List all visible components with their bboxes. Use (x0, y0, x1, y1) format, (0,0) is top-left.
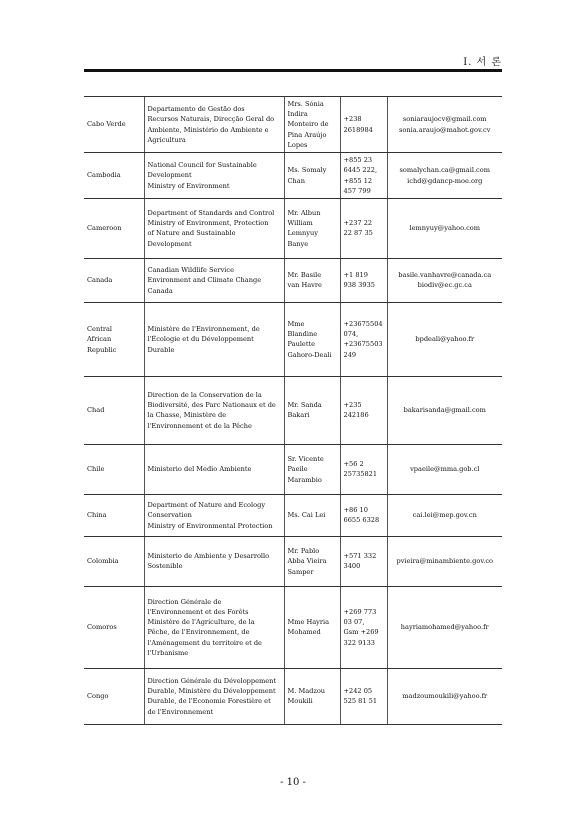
phone-cell: +238 2618984 (340, 97, 387, 153)
table-row (84, 668, 502, 724)
phone-cell: +235 242186 (340, 376, 387, 444)
table-row (84, 198, 502, 258)
country-cell: Cameroon (84, 198, 144, 258)
phone-cell: +237 22 22 87 35 (340, 198, 387, 258)
contacts-table (84, 96, 502, 725)
organization-cell: Direction Générale de l'Environnement et des Forêts Ministère de l'Agriculture, de la Pêche, de l'Environnement, de l'Aménagement du territoire et de l'Urbanisme (144, 586, 284, 668)
phone-cell: +242 05 525 81 51 (340, 668, 387, 724)
country-cell: Colombia (84, 536, 144, 586)
organization-cell: Departamento de Gestão dos Recursos Naturais, Direcção Geral do Ambiente, Ministério do Ambiente e Agricultura (144, 97, 284, 153)
contact-name-cell: Ms. Somaly Chan (284, 153, 340, 199)
table-row (84, 97, 502, 153)
contact-name-cell: Mr. Sanda Bakari (284, 376, 340, 444)
email-cell: cai.lei@mep.gov.cn (387, 494, 502, 536)
contact-name-cell: Ms. Cai Lei (284, 494, 340, 536)
table-row (84, 302, 502, 376)
country-cell: Central African Republic (84, 302, 144, 376)
contact-name-cell: M. Madzou Moukili (284, 668, 340, 724)
email-cell: lemnyuy@yahoo.com (387, 198, 502, 258)
country-cell: Chile (84, 444, 144, 494)
section-header: I. 서 론 (463, 57, 502, 68)
organization-cell: National Council for Sustainable Development Ministry of Environment (144, 153, 284, 199)
organization-cell: Direction Générale du Développement Durable, Ministère du Développement Durable, de l'Economie Forestière et de l'Environnement (144, 668, 284, 724)
phone-cell: +56 2 25735821 (340, 444, 387, 494)
email-cell: vpaeile@mma.gob.cl (387, 444, 502, 494)
phone-cell: +86 10 6655 6328 (340, 494, 387, 536)
organization-cell: Ministère de l'Environnement, de l'Écologie et du Développement Durable (144, 302, 284, 376)
email-cell: madzoumoukili@yahoo.fr (387, 668, 502, 724)
table-row (84, 376, 502, 444)
table-row (84, 258, 502, 302)
country-cell: China (84, 494, 144, 536)
contact-name-cell: Mr. Albun William Lemnyuy Banye (284, 198, 340, 258)
country-cell: Chad (84, 376, 144, 444)
country-cell: Canada (84, 258, 144, 302)
country-cell: Cabo Verde (84, 97, 144, 153)
organization-cell: Canadian Wildlife Service Environment and Climate Change Canada (144, 258, 284, 302)
organization-cell: Department of Standards and Control Ministry of Environment, Protection of Nature and Sustainable Development (144, 198, 284, 258)
email-cell: bakarisanda@gmail.com (387, 376, 502, 444)
country-cell: Comoros (84, 586, 144, 668)
contact-name-cell: Mr. Pablo Abba Vieira Samper (284, 536, 340, 586)
table-row (84, 444, 502, 494)
organization-cell: Ministerio del Medio Ambiente (144, 444, 284, 494)
phone-cell: +23675504 074, +23675503 249 (340, 302, 387, 376)
contact-name-cell: Sr. Vicente Paeile Marambio (284, 444, 340, 494)
phone-cell: +571 332 3400 (340, 536, 387, 586)
email-cell: basile.vanhavre@canada.ca biodiv@ec.gc.ca (387, 258, 502, 302)
header-rule (84, 69, 502, 72)
organization-cell: Ministerio de Ambiente y Desarrollo Sostenible (144, 536, 284, 586)
organization-cell: Department of Nature and Ecology Conservation Ministry of Environmental Protection (144, 494, 284, 536)
email-cell: pvieira@minambiente.gov.co (387, 536, 502, 586)
email-cell: soniaraujocv@gmail.com sonia.araujo@mahot.gov.cv (387, 97, 502, 153)
country-cell: Congo (84, 668, 144, 724)
country-cell: Cambodia (84, 153, 144, 199)
email-cell: hayriamohamed@yahoo.fr (387, 586, 502, 668)
page-number: - 10 - (280, 777, 306, 788)
organization-cell: Direction de la Conservation de la Biodiversité, des Parc Nationaux et de la Chasse, Ministère de l'Environnement et de la Pêche (144, 376, 284, 444)
table-row (84, 536, 502, 586)
phone-cell: +269 773 03 07, Gsm +269 322 9133 (340, 586, 387, 668)
phone-cell: +1 819 938 3935 (340, 258, 387, 302)
table-row (84, 153, 502, 199)
email-cell: somalychan.ca@gmail.com ichd@gdancp-moe.org (387, 153, 502, 199)
phone-cell: +855 23 6445 222, +855 12 457 799 (340, 153, 387, 199)
contact-name-cell: Mme Blandine Paulette Gahoro-Deali (284, 302, 340, 376)
contact-name-cell: Mrs. Sónia Indira Monteiro de Pina Araújo Lopes (284, 97, 340, 153)
contact-name-cell: Mr. Basile van Havre (284, 258, 340, 302)
email-cell: bpdeali@yahoo.fr (387, 302, 502, 376)
contact-name-cell: Mme Hayria Mohamed (284, 586, 340, 668)
table-row (84, 586, 502, 668)
table-row (84, 494, 502, 536)
